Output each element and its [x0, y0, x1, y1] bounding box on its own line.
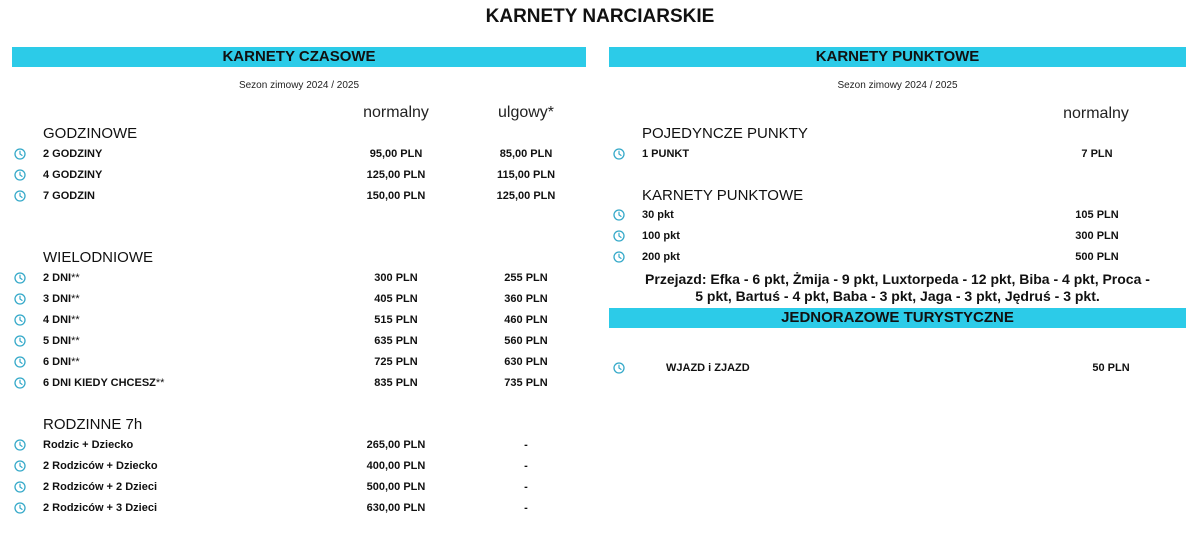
price-normal: 500,00 PLN [366, 481, 426, 493]
row-label [43, 272, 80, 284]
row-label [43, 190, 95, 202]
row-label [642, 230, 680, 242]
price-row [0, 362, 1200, 380]
price-reduced: - [524, 439, 528, 451]
row-label-text: 2 Rodziców + Dziecko [43, 460, 158, 472]
row-label [43, 169, 102, 181]
price-reduced: - [524, 502, 528, 514]
price-normal: 400,00 PLN [366, 460, 426, 472]
price-normal: 405 PLN [374, 293, 418, 305]
row-label-text: 2 DNI [43, 272, 72, 284]
price-reduced: 255 PLN [504, 272, 548, 284]
clock-icon [14, 335, 26, 347]
clock-icon [14, 502, 26, 514]
price-reduced: - [524, 460, 528, 472]
price-row [0, 169, 1200, 187]
price-reduced: 630 PLN [504, 356, 548, 368]
price-reduced: 460 PLN [504, 314, 548, 326]
price-row [0, 251, 1200, 269]
price-normal: 150,00 PLN [366, 190, 426, 202]
price-reduced: 560 PLN [504, 335, 548, 347]
row-label-text: 2 GODZINY [43, 148, 103, 160]
price-row [0, 481, 1200, 499]
row-label-suffix: ** [71, 272, 80, 284]
clock-icon [14, 272, 26, 284]
left-col-normal-header: normalny [363, 104, 429, 121]
row-label [43, 502, 157, 514]
row-label-suffix: ** [71, 356, 80, 368]
row-label-suffix: ** [155, 377, 165, 389]
price-normal: 95,00 PLN [369, 148, 423, 160]
left-col-reduced-header: ulgowy* [497, 104, 555, 121]
price-row [0, 335, 1200, 353]
row-label-text: 6 DNI KIEDY CHCESZ [43, 377, 156, 389]
price-row [0, 190, 1200, 208]
row-label-text: 6 DNI [43, 356, 72, 368]
row-label [642, 209, 674, 221]
price-normal: 300 PLN [374, 272, 418, 284]
clock-icon [14, 190, 26, 202]
points-usage-note-line1: Przejazd: Efka - 6 pkt, Żmija - 9 pkt, Luxtorpeda - 12 pkt, Biba - 4 pkt, Proca - [645, 271, 1150, 287]
row-label-text: WJAZD i ZJAZD [666, 362, 750, 374]
jednorazowe-turystyczne-header: JEDNORAZOWE TURYSTYCZNE [609, 308, 1186, 328]
row-label [43, 335, 80, 347]
row-label [43, 293, 80, 305]
price-row [0, 209, 1200, 227]
price-reduced: 85,00 PLN [499, 148, 553, 160]
price-normal: 635 PLN [374, 335, 418, 347]
row-label-text: 2 Rodziców + 3 Dzieci [43, 502, 158, 514]
row-label [43, 460, 158, 472]
left-season-label: Sezon zimowy 2024 / 2025 [238, 80, 360, 91]
clock-icon [613, 251, 625, 263]
price-normal: 500 PLN [1075, 251, 1119, 263]
karnety-punktowe-header: KARNETY PUNKTOWE [609, 47, 1186, 67]
row-label [666, 362, 750, 374]
clock-icon [14, 439, 26, 451]
row-label-text: Rodzic + Dziecko [43, 439, 134, 451]
points-usage-note-line2: 5 pkt, Bartuś - 4 pkt, Baba - 3 pkt, Jaga - 3 pkt, Jędruś - 3 pkt. [695, 288, 1100, 304]
row-label-text: 7 GODZIN [43, 190, 95, 202]
price-row [0, 230, 1200, 248]
price-normal: 105 PLN [1075, 209, 1119, 221]
price-normal: 630,00 PLN [366, 502, 426, 514]
price-row [0, 439, 1200, 457]
clock-icon [14, 314, 26, 326]
price-normal: 835 PLN [374, 377, 418, 389]
price-normal: 50 PLN [1092, 362, 1130, 374]
karnety-czasowe-header: KARNETY CZASOWE [12, 47, 586, 67]
clock-icon [14, 460, 26, 472]
section-title-pojedyncze-punkty: POJEDYNCZE PUNKTY [642, 125, 808, 142]
row-label [43, 481, 157, 493]
clock-icon [613, 362, 625, 374]
price-normal: 300 PLN [1075, 230, 1119, 242]
row-label-text: 4 GODZINY [43, 169, 103, 181]
row-label-text: 2 Rodziców + 2 Dzieci [43, 481, 158, 493]
price-reduced: 360 PLN [504, 293, 548, 305]
clock-icon [14, 293, 26, 305]
price-normal: 725 PLN [374, 356, 418, 368]
row-label-suffix: ** [71, 314, 80, 326]
price-normal: 265,00 PLN [366, 439, 426, 451]
price-row [0, 460, 1200, 478]
clock-icon [613, 209, 625, 221]
right-col-normal-header: normalny [1063, 105, 1129, 122]
row-label-text: 4 DNI [43, 314, 72, 326]
price-reduced: 125,00 PLN [496, 190, 556, 202]
row-label-text: 30 pkt [642, 209, 674, 221]
row-label [43, 439, 133, 451]
clock-icon [613, 230, 625, 242]
row-label-text: 1 PUNKT [642, 148, 690, 160]
section-title-godzinowe: GODZINOWE [43, 125, 138, 142]
price-normal: 125,00 PLN [366, 169, 426, 181]
right-season-label: Sezon zimowy 2024 / 2025 [837, 80, 958, 91]
price-reduced: - [524, 481, 528, 493]
price-row [0, 502, 1200, 520]
price-normal: 515 PLN [374, 314, 418, 326]
clock-icon [613, 148, 625, 160]
row-label-text: 3 DNI [43, 293, 72, 305]
row-label-text: 200 pkt [642, 251, 680, 263]
price-reduced: 735 PLN [504, 377, 548, 389]
row-label-suffix: ** [71, 293, 80, 305]
clock-icon [14, 481, 26, 493]
points-usage-note [609, 271, 1186, 305]
section-title-karnety-punktowe: KARNETY PUNKTOWE [642, 187, 804, 204]
row-label [642, 148, 689, 160]
row-label [642, 251, 680, 263]
page-title: KARNETY NARCIARSKIE [485, 6, 715, 27]
price-reduced: 115,00 PLN [496, 169, 556, 181]
price-normal: 7 PLN [1081, 148, 1113, 160]
section-title-rodzinne: RODZINNE 7h [43, 416, 143, 433]
price-row [0, 148, 1200, 166]
row-label-text: 5 DNI [43, 335, 72, 347]
clock-icon [14, 169, 26, 181]
section-title-wielodniowe: WIELODNIOWE [43, 249, 154, 266]
row-label-suffix: ** [71, 335, 80, 347]
row-label [43, 314, 80, 326]
row-label-text: 100 pkt [642, 230, 680, 242]
